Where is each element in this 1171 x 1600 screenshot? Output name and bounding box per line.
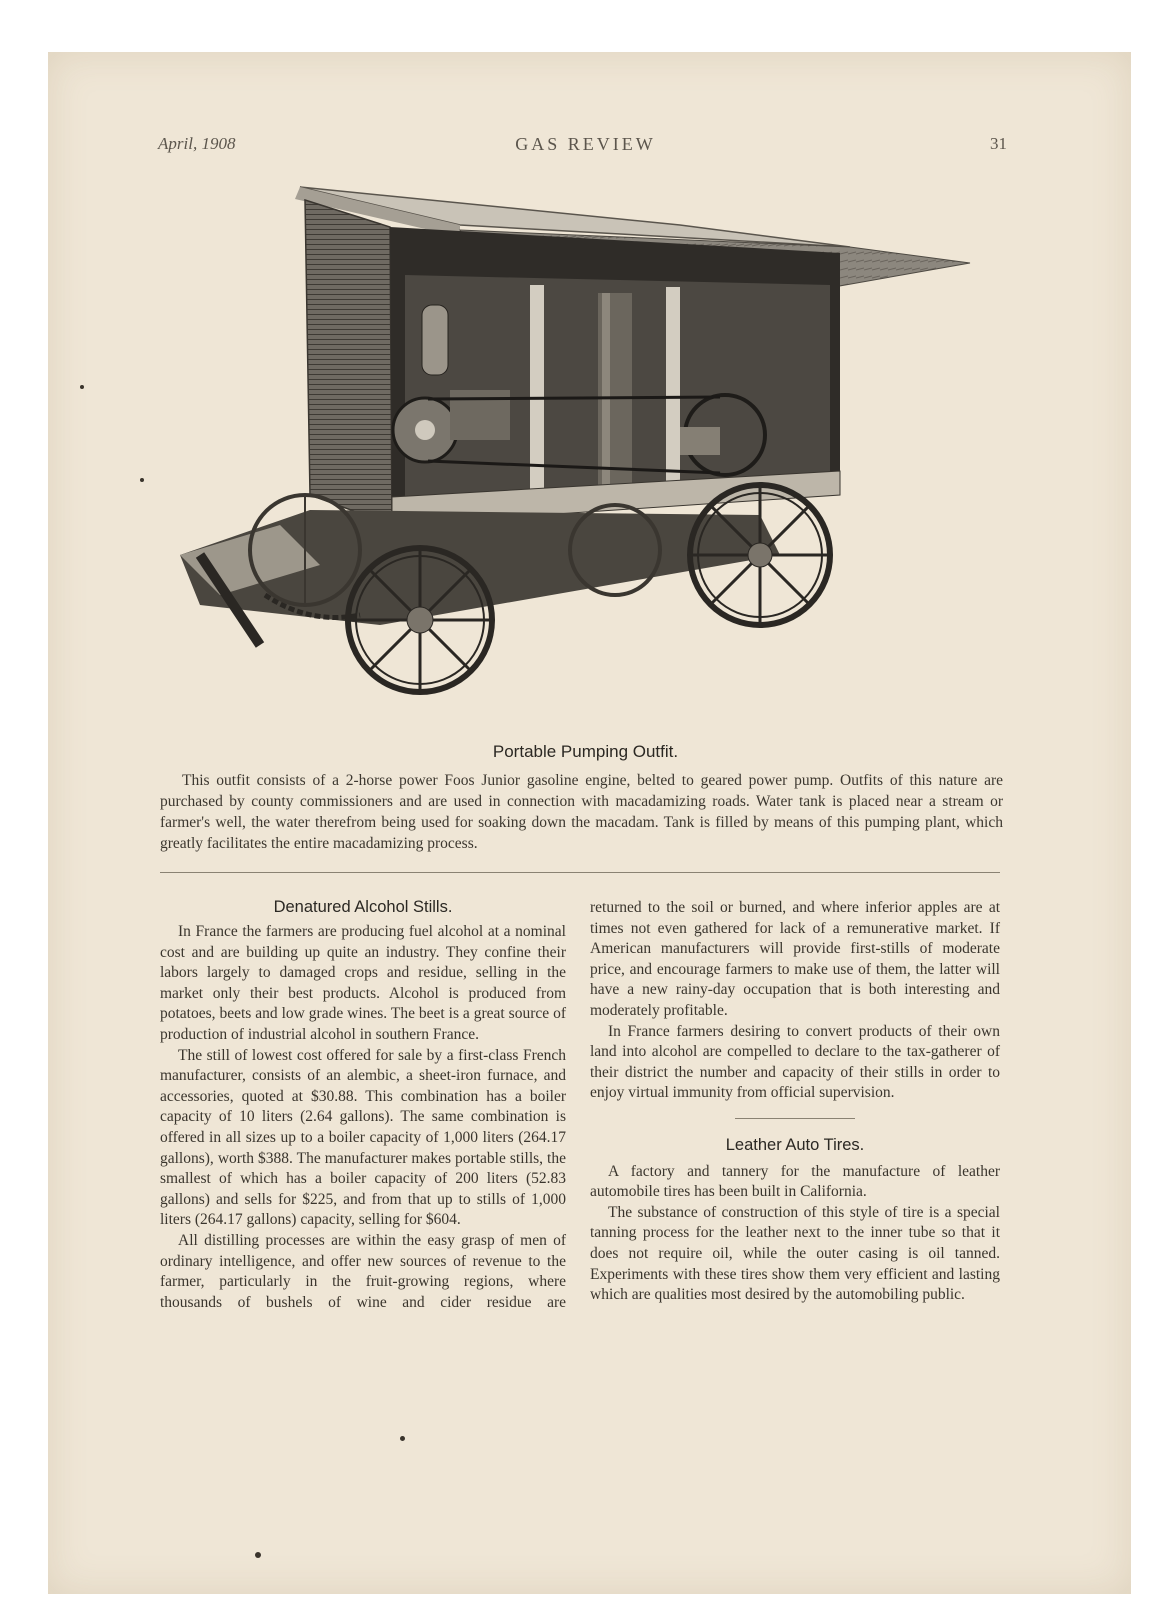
ink-speck	[400, 1436, 405, 1441]
leather-tires-heading: Leather Auto Tires.	[725, 1135, 865, 1154]
alcohol-paragraph-5: In France farmers desiring to convert products of their own land into alcohol are compelled to declare to the tax-gatherer of their district the number and capacity of their stills in order to enjoy virtual immunity from official supervision.	[590, 1022, 1000, 1102]
tires-divider	[735, 1118, 855, 1119]
illustration-caption-body: This outfit consists of a 2-horse power Foos Junior gasoline engine, belted to geared power pump. Outfits of this nature are purchased by county commissioners and are used in connection with macadamizing roads. Water tank is placed near a stream or farmer's well, the water therefrom being used for soaking down the macadam. Tank is filled by means of this pumping plant, which greatly facilitates the entire macadamizing process.	[160, 772, 1003, 852]
page-number: 31	[990, 134, 1007, 153]
magazine-title: GAS REVIEW	[515, 134, 656, 154]
illustration-caption-title: Portable Pumping Outfit.	[492, 742, 679, 761]
alcohol-paragraph-3: All distilling processes are within the easy grasp of men of ordinary intelligence, and offer new sources of revenue to the farmer, particularly in the fruit-growing regions, where thousands of bushels of wine and cider residue are	[160, 1231, 566, 1311]
alcohol-paragraph-1: In France the farmers are producing fuel alcohol at a nominal cost and are building up quite an industry. They confine their labors largely to damaged crops and residue, selling in the market only their best products. Alcohol is produced from potatoes, beets and low grade wines. The beet is a great source of production of industrial alcohol in southern France.	[160, 923, 566, 1043]
alcohol-paragraph-2: The still of lowest cost offered for sale by a first-class French manufacturer, consists of an alembic, a sheet-iron furnace, and accessories, quoted at $30.88. This combination has a boiler capacity of 10 liters (2.64 gallons). The same combination is offered in all sizes up to a boiler capacity of 1,000 liters (264.17 gallons), worth $388. The manufacturer makes portable stills, the smallest of which has a boiler capacity of 200 liters (52.83 gallons) and sells for $225, and from that up to stills of 1,000 liters (264.17 gallons) capacity, selling for $604.	[160, 1046, 566, 1229]
tires-paragraph-1: A factory and tannery for the manufacture of leather automobile tires has been built in California.	[590, 1162, 1000, 1201]
tires-paragraph-2: The substance of construction of this style of tire is a special tanning process for the leather next to the inner tube so that it does not require oil, while the outer casing is oil tanned. Experiments with these tires show them very efficient and lasting which are qualities most desired by the automobiling public.	[590, 1203, 1000, 1304]
section-divider	[160, 872, 1000, 873]
ink-speck	[255, 1552, 261, 1558]
left-column	[160, 922, 566, 1313]
pumping-wagon-illustration	[160, 175, 1000, 705]
ink-speck	[140, 478, 144, 482]
right-column	[590, 898, 1000, 1306]
alcohol-paragraph-4: returned to the soil or burned, and where inferior apples are at times not even gathered for lack of a remunerative market. If American manufacturers will provide first-stills of moderate price, and encourage farmers to make use of them, the latter will have a new rainy-day occupation that is both interesting and moderately profitable.	[590, 899, 1000, 1019]
ink-speck	[80, 385, 84, 389]
issue-date: April, 1908	[158, 134, 236, 153]
alcohol-stills-heading: Denatured Alcohol Stills.	[273, 898, 453, 916]
